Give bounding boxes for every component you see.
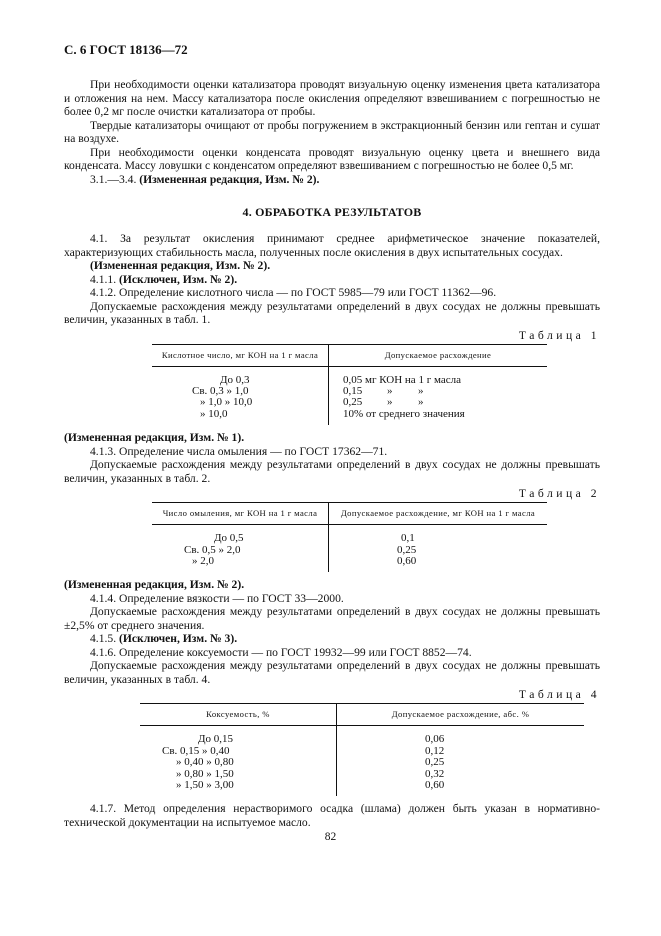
amendment-note: (Измененная редакция, Изм. № 2). [90, 259, 271, 272]
ditto-mark: » [387, 396, 393, 409]
cell-line: » 0,40 » 0,80 [176, 756, 234, 769]
cell-line [343, 386, 541, 397]
table-caption: Таблица 4 [518, 688, 600, 702]
amendment-note: (Измененная редакция, Изм. № 1). [64, 431, 245, 445]
table-2 [152, 502, 547, 572]
paragraph: При необходимости оценки конденсата проводят визуальную оценку цвета и внешнего вида конденсата. Массу ловушки с конденсатом определяют взвешиванием с погрешностью не более 0,5 мг. [64, 145, 600, 172]
table-header: Допускаемое расхождение, абс. % [337, 704, 585, 726]
cell-line: 0,1 [401, 532, 415, 545]
clause-number: 3.1.—3.4. [90, 172, 137, 186]
cell-line: 0,12 [425, 744, 445, 757]
amendment-note: (Исключен, Изм. № 3). [119, 632, 238, 646]
cell-line: » 1,50 » 3,00 [176, 778, 234, 791]
cell-line: Св. 0,3 » 1,0 [192, 384, 249, 397]
amendment-note: (Измененная редакция, Изм. № 2). [139, 172, 320, 186]
cell-line [343, 397, 541, 408]
cell-line: До 0,3 [220, 373, 250, 386]
cell-line: 0,60 [397, 554, 417, 567]
cell-line: До 0,5 [214, 532, 244, 545]
page-number: 82 [324, 831, 337, 843]
cell-line: 0,06 [425, 733, 445, 746]
amendment-note: (Измененная редакция, Изм. № 2). [64, 578, 245, 592]
cell-line: 0,25 [425, 756, 445, 769]
cell-line: 0,60 [425, 778, 445, 791]
table-cell [152, 525, 329, 573]
ditto-mark: » [418, 396, 424, 409]
table-header: Допускаемое расхождение [329, 344, 548, 366]
cell-line: 0,32 [425, 767, 445, 780]
paragraph-4-1-4: 4.1.4. Определение вязкости — по ГОСТ 33—2000. [90, 591, 344, 605]
cell-line: 10% от среднего значения [343, 407, 465, 420]
paragraph-4-1-6: 4.1.6. Определение коксуемости — по ГОСТ 19932—99 или ГОСТ 8852—74. [90, 645, 472, 659]
paragraph: Допускаемые расхождения между результатами определений в двух сосудах не должны превышать ±2,5% от среднего значения. [64, 605, 600, 632]
cell-line: До 0,15 [198, 733, 234, 746]
cell-line: » 0,80 » 1,50 [176, 767, 234, 780]
amendment-note: (Исключен, Изм. № 2). [119, 272, 238, 286]
paragraph-4-1-2: 4.1.2. Определение кислотного числа — по ГОСТ 5985—79 или ГОСТ 11362—96. [90, 286, 497, 299]
table-header: Допускаемое расхождение, мг КОН на 1 г масла [329, 503, 548, 525]
paragraph-4-1-3: 4.1.3. Определение числа омыления — по ГОСТ 17362—71. [90, 444, 388, 458]
paragraph: Допускаемые расхождения между результатами определений в двух сосудах не должны превышать величин, указанных в табл. 2. [64, 458, 600, 485]
paragraph-4-1-1 [64, 273, 600, 287]
table-header: Коксуемость, % [140, 704, 337, 726]
ditto-mark: » [387, 384, 393, 397]
table-cell [337, 726, 585, 797]
table-4 [140, 703, 584, 796]
paragraph: Допускаемые расхождения между результатами определений в двух сосудах не должны превышать величин, указанных в табл. 4. [64, 659, 600, 686]
paragraph: Допускаемые расхождения между результатами определений в двух сосудах не должны превышать величин, указанных в табл. 1. [64, 299, 600, 326]
table-cell [152, 366, 329, 425]
table-cell [140, 726, 337, 797]
page-header: С. 6 ГОСТ 18136—72 [64, 42, 188, 57]
clause-number: 4.1.5. [90, 632, 117, 646]
paragraph-4-1-5 [64, 632, 600, 646]
paragraph: Твердые катализаторы очищают от пробы погружением в экстракционный бензин или гептан и сушат на воздухе. [64, 118, 600, 145]
document-page [64, 42, 600, 829]
cell-line: 0,25 [397, 543, 417, 556]
table-cell [329, 366, 548, 425]
clause-number: 4.1.1. [90, 272, 117, 286]
table-1 [152, 344, 547, 426]
paragraph-3-4 [64, 173, 600, 187]
cell-line: Св. 0,5 » 2,0 [184, 543, 241, 556]
table-caption: Таблица 2 [518, 487, 600, 501]
section-title: 4. ОБРАБОТКА РЕЗУЛЬТАТОВ [242, 205, 422, 219]
paragraph-4-1-7: 4.1.7. Метод определения нерастворимого осадка (шлама) должен быть указан в нормативно-технической документации на испытуемое масло. [64, 802, 600, 829]
cell-value: 0,25 [343, 396, 363, 409]
paragraph-4-1: 4.1. За результат окисления принимают среднее арифметическое значение показателей, характеризующих стабильность масла, полученных после окисления в двух испытательных сосудах. [64, 232, 600, 259]
paragraph: При необходимости оценки катализатора проводят визуальную оценку изменения цвета катализатора и отложения на нем. Массу катализатора после окисления определяют взвешиванием с погрешностью не более 0,2 мг после очистки катализатора от пробы. [64, 78, 600, 118]
ditto-mark: » [418, 384, 424, 397]
cell-line: » 10,0 [200, 407, 228, 420]
table-caption: Таблица 1 [518, 328, 600, 342]
cell-line: » 1,0 » 10,0 [200, 396, 253, 409]
table-cell [329, 525, 548, 573]
cell-line: Св. 0,15 » 0,40 [162, 744, 230, 757]
cell-line: » 2,0 [192, 554, 214, 567]
table-header: Число омыления, мг КОН на 1 г масла [152, 503, 329, 525]
table-header: Кислотное число, мг КОН на 1 г масла [152, 344, 329, 366]
cell-line: 0,05 мг КОН на 1 г масла [343, 373, 461, 386]
cell-value: 0,15 [343, 384, 363, 397]
